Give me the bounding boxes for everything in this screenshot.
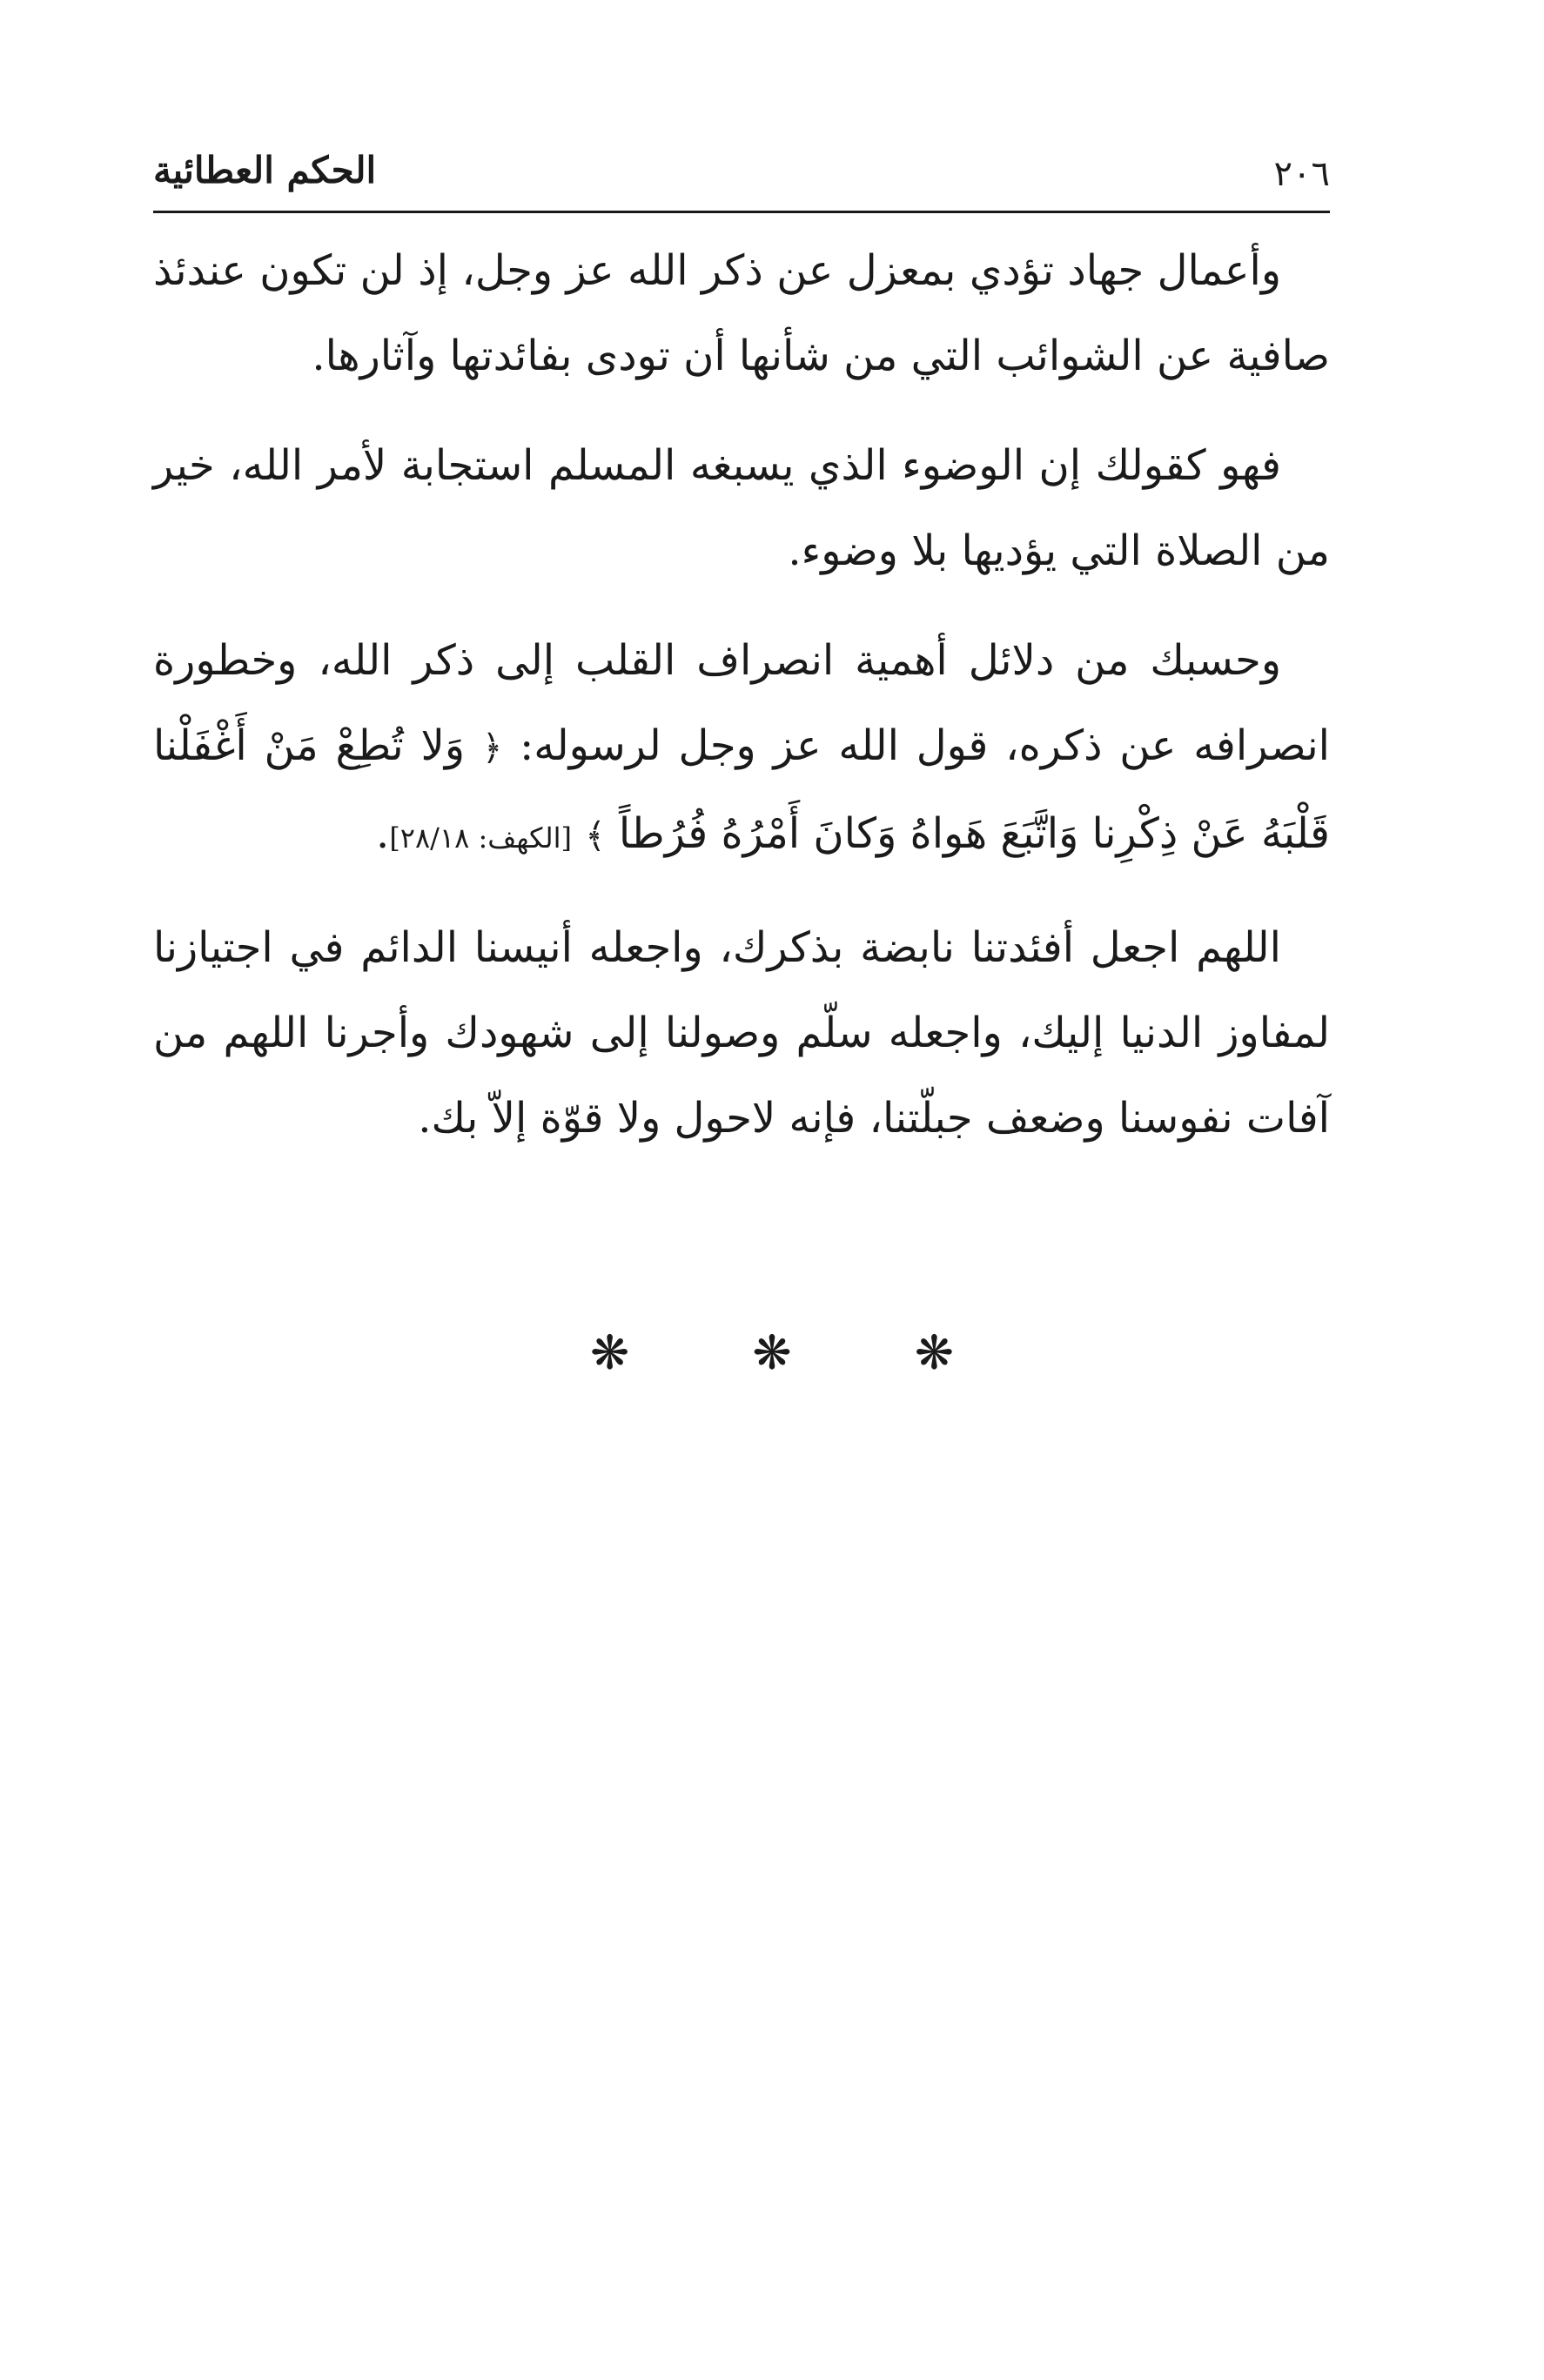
verse-citation: [الكهف: ٢٨/١٨] bbox=[389, 821, 572, 855]
paragraph-1: وأعمال جهاد تؤدي بمعزل عن ذكر الله عز وجل، إذ لن تكون عندئذ صافية عن الشوائب التي من شأنها أن تودى بفائدتها وآثارها. bbox=[153, 246, 1330, 380]
paragraph-3-intro: وحسبك من دلائل أهمية انصراف القلب إلى ذكر الله، وخطورة انصرافه عن ذكره، قول الله عز وجل لرسوله: bbox=[153, 636, 1331, 770]
book-title: الحكم العطائية bbox=[153, 149, 377, 191]
quran-verse: وَلا تُطِعْ مَنْ أَغْفَلْنا قَلْبَهُ عَنْ ذِكْرِنا وَاتَّبَعَ هَواهُ وَكانَ أَمْرُهُ فُرُطاً bbox=[153, 721, 1330, 858]
paragraph-4: اللهم اجعل أفئدتنا نابضة بذكرك، واجعله أنيسنا الدائم في اجتيازنا لمفاوز الدنيا إليك، واجعله سلّم وصولنا إلى شهودك وأجرنا اللهم من آفات نفوسنا وضعف جبلّتنا، فإنه لاحول ولا قوّة إلاّ بك. bbox=[153, 923, 1330, 1143]
quran-ornament-open: ﴿ bbox=[481, 728, 503, 768]
running-head bbox=[153, 139, 1330, 209]
separator-asterisk: ❋ bbox=[914, 1325, 955, 1380]
section-separator bbox=[0, 1323, 1544, 1384]
separator-asterisk: ❋ bbox=[752, 1325, 792, 1380]
page-number: ٢٠٦ bbox=[1273, 154, 1330, 194]
header-rule bbox=[153, 211, 1330, 213]
paragraph-3 bbox=[153, 618, 1330, 881]
paragraph-2: فهو كقولك إن الوضوء الذي يسبغه المسلم استجابة لأمر الله، خير من الصلاة التي يؤديها بلا وضوء. bbox=[153, 441, 1330, 575]
quran-ornament-close: ﴾ bbox=[585, 816, 606, 856]
separator-asterisk: ❋ bbox=[589, 1325, 630, 1380]
paragraph-3-end: . bbox=[376, 809, 390, 858]
body-text bbox=[153, 228, 1330, 1185]
